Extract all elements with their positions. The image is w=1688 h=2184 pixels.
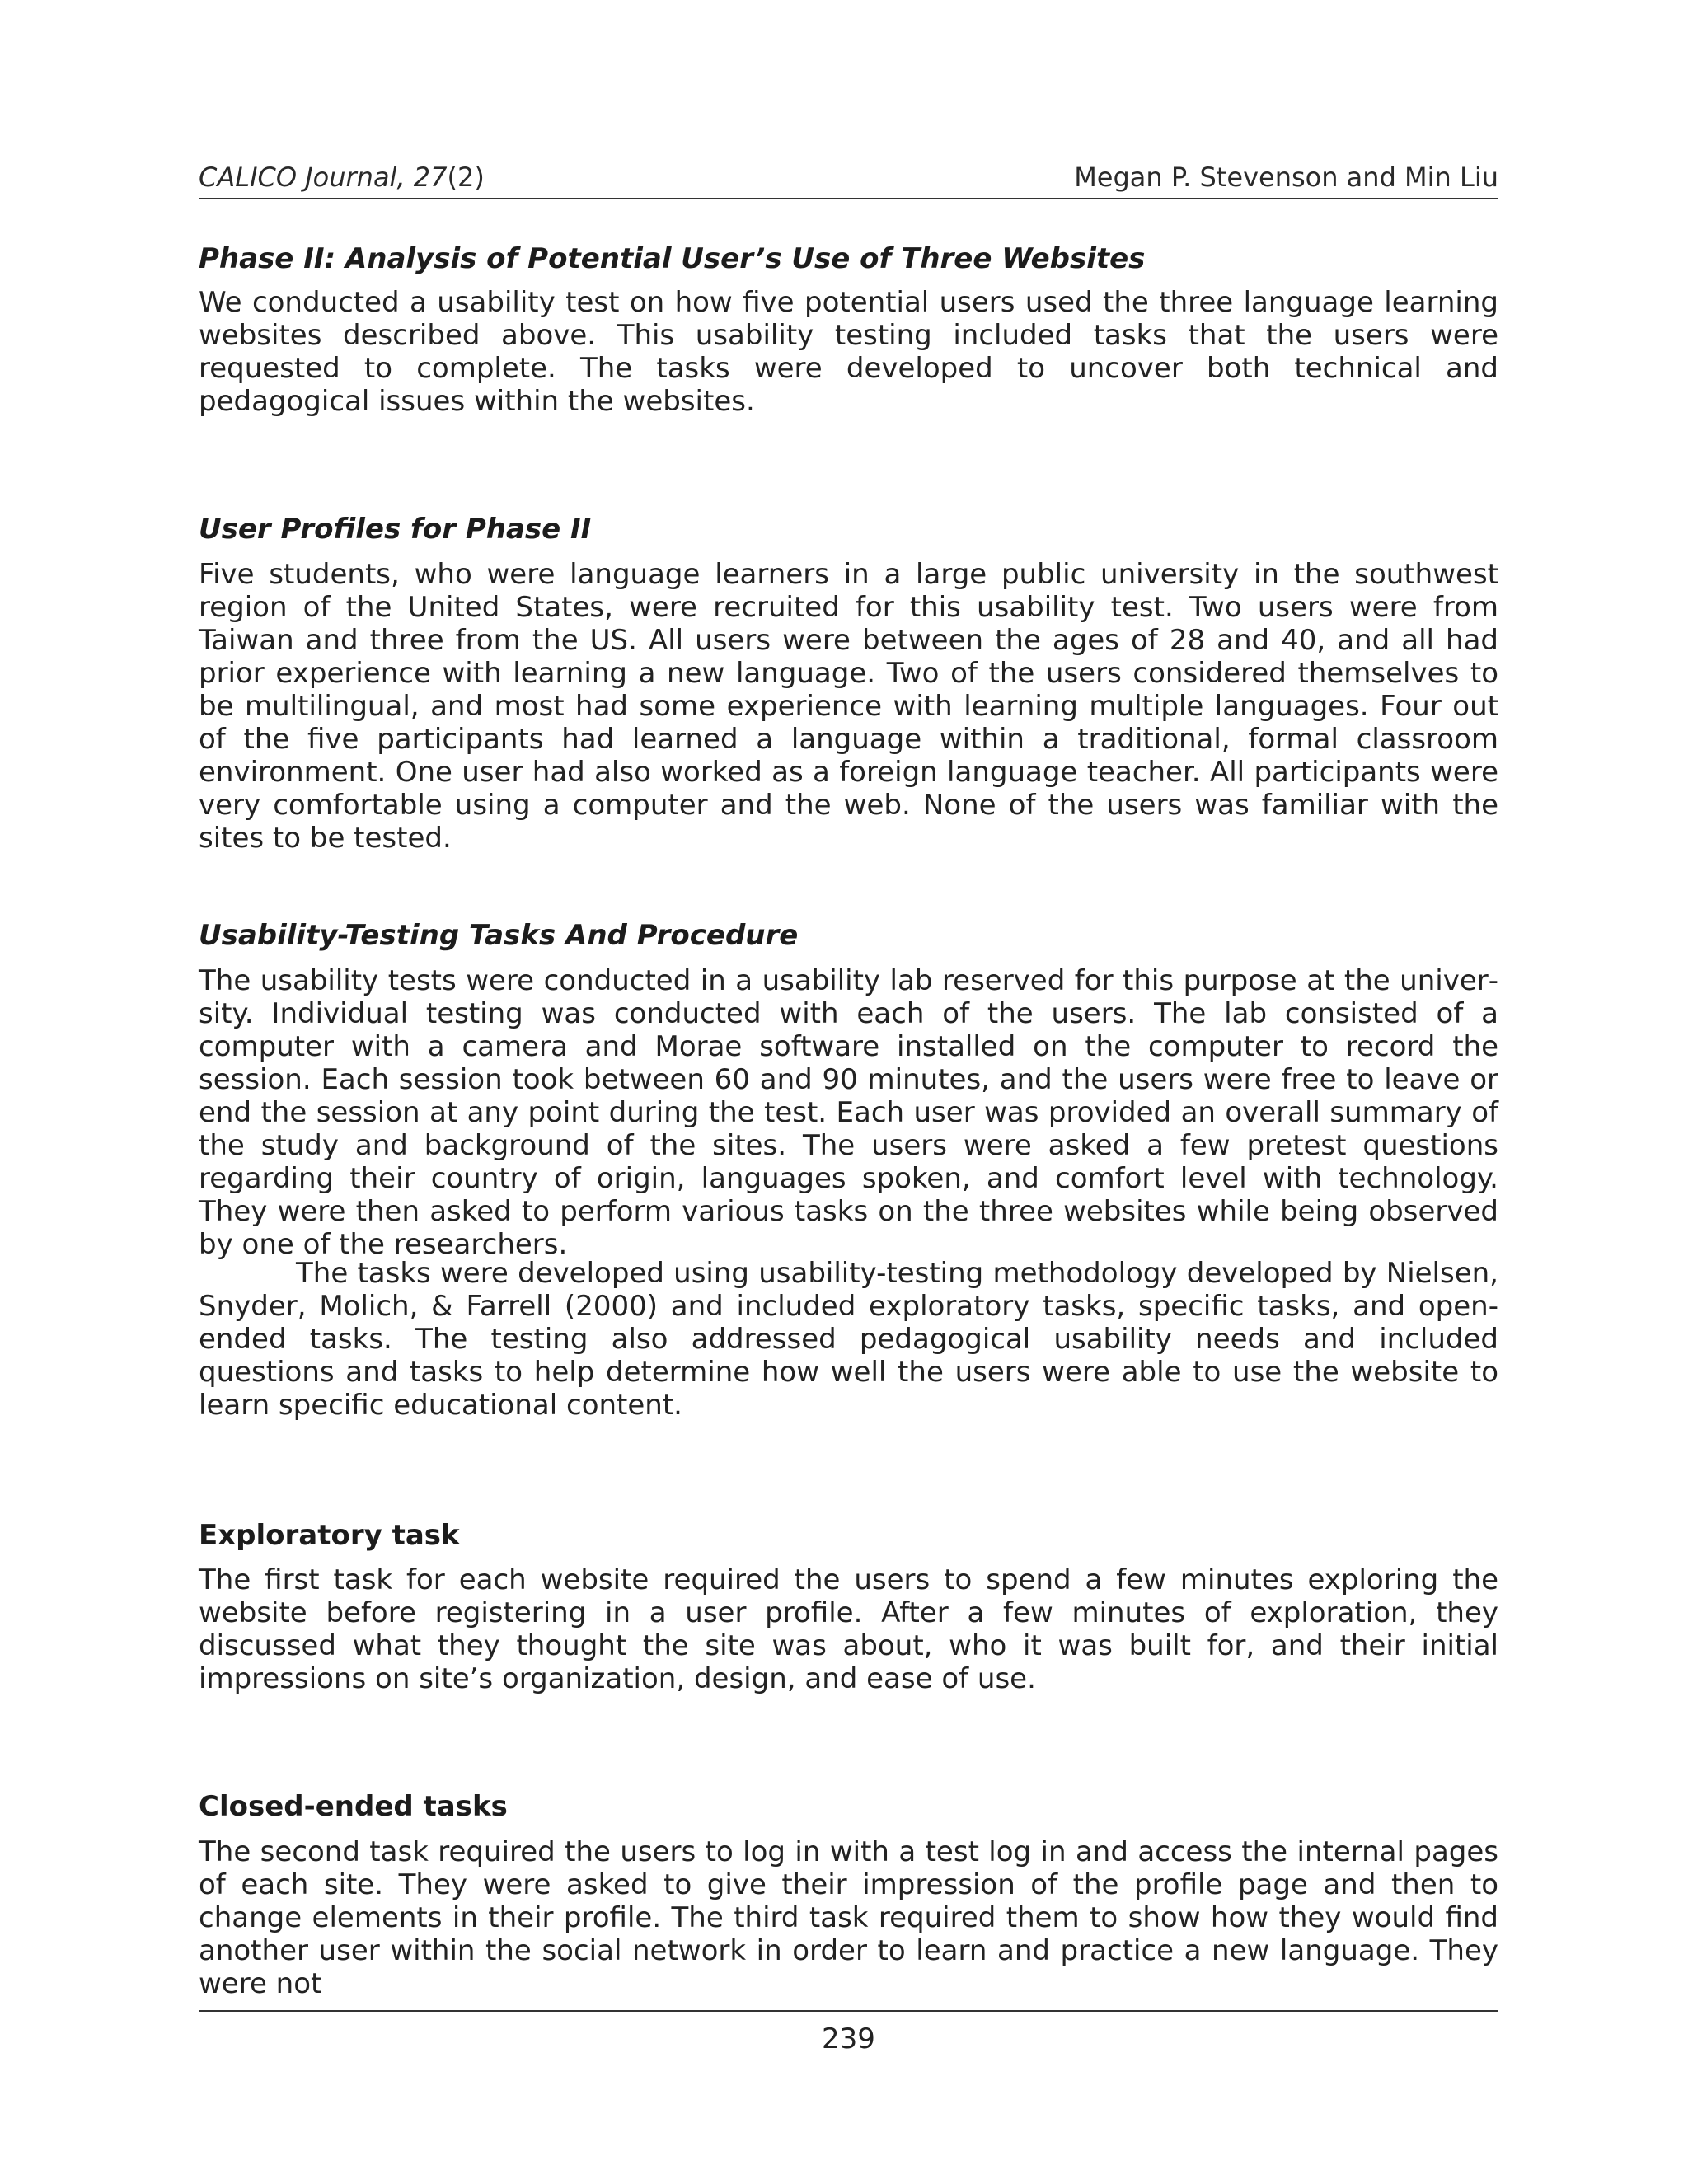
journal-citation <box>199 159 485 195</box>
section-heading-usability-testing: Usability-Testing Tasks And Procedure <box>199 919 799 952</box>
paragraph: The first task for each website required the users to spend a few minutes exploring the website before registering in a user profile. After a few minutes of exploration, they discussed what they thought the site was about, who it was built for, and their initial impressions on site’s organization, design, and ease of use. <box>199 1563 1498 1695</box>
running-head <box>199 159 1498 195</box>
journal-issue: (2) <box>447 162 485 193</box>
section-heading-exploratory-task: Exploratory task <box>199 1519 460 1552</box>
section-heading-closed-ended-tasks: Closed-ended tasks <box>199 1790 508 1823</box>
section-heading-user-profiles: User Profiles for Phase II <box>199 513 592 546</box>
journal-page <box>199 0 1498 2184</box>
paragraph: The second task required the users to log in with a test log in and access the internal pages of each site. They were asked to give their impression of the profile page and then to change elements in their profile. The third task required them to show how they would find another user within the social network in order to learn and practice a new language. They were not <box>199 1835 1498 2000</box>
section-heading-phase-ii: Phase II: Analysis of Potential User’s Use of Three Websites <box>199 242 1146 275</box>
paragraph: Five students, who were language learners in a large public university in the southwest region of the United States, were recruited for this usability test. Two users were from Taiwan and three from the US. All users were between the ages of 28 and 40, and all had prior experience with learning a new language. Two of the users considered themselves to be multilingual, and most had some experience with learning multiple languages. Four out of the five participants had learned a language within a traditional, formal classroom environment. One user had also worked as a foreign language teacher. All participants were very comfortable using a computer and the web. None of the users was familiar with the sites to be tested. <box>199 558 1498 855</box>
footer-rule <box>199 2010 1498 2012</box>
journal-volume: 27 <box>413 162 448 193</box>
paragraph: The tasks were developed using usability-testing methodology developed by Nielsen, Snyder, Molich, & Farrell (2000) and included exploratory tasks, specific tasks, and openended tasks. The testing also addressed pedagogical usability needs and included questions and tasks to help determine how well the users were able to use the website to learn specific educational content. <box>199 1257 1498 1422</box>
paragraph: We conducted a usability test on how five potential users used the three language learning websites described above. This usability testing included tasks that the users were requested to complete. The tasks were developed to uncover both technical and pedagogical issues within the websites. <box>199 286 1498 418</box>
header-rule <box>199 198 1498 199</box>
author-names: Megan P. Stevenson and Min Liu <box>1074 162 1498 193</box>
journal-name: CALICO Journal, <box>199 162 414 193</box>
paragraph: The usability tests were conducted in a usability lab reserved for this purpose at the university. Individual testing was conducted with each of the users. The lab consisted of a computer with a camera and Morae software installed on the computer to record the session. Each session took between 60 and 90 minutes, and the users were free to leave or end the session at any point during the test. Each user was provided an overall summary of the study and background of the sites. The users were asked a few pretest questions regarding their country of origin, languages spoken, and comfort level with technology. They were then asked to perform various tasks on the three websites while being observed by one of the researchers. <box>199 964 1498 1261</box>
page-number: 239 <box>822 2022 875 2055</box>
